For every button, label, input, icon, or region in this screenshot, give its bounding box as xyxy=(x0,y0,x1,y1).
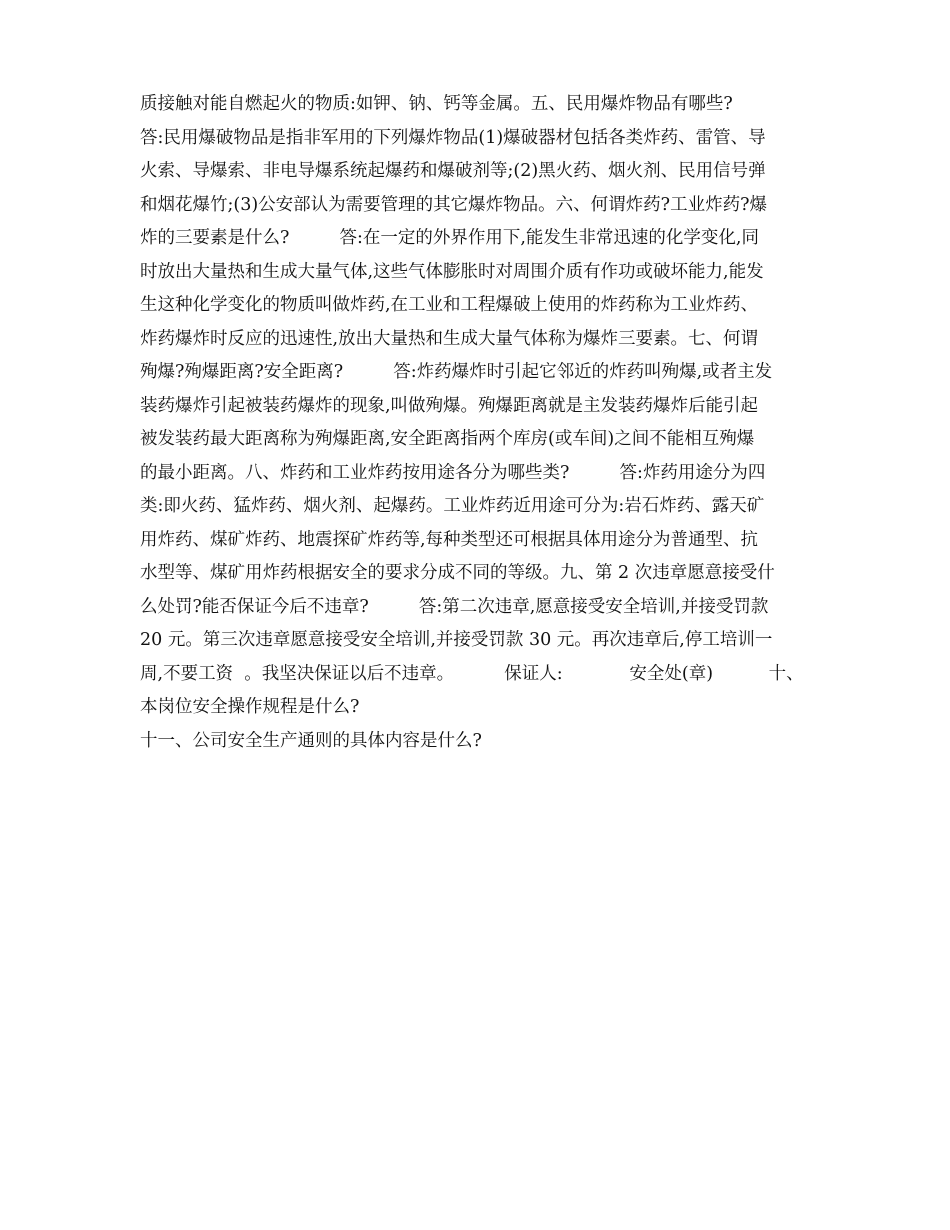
text-line: 么处罚?能否保证今后不违章? 答:第二次违章,愿意接受安全培训,并接受罚款 xyxy=(140,596,769,617)
text-line: 装药爆炸引起被装药爆炸的现象,叫做殉爆。殉爆距离就是主发装药爆炸后能引起 xyxy=(140,395,759,416)
text-line: 时放出大量热和生成大量气体,这些气体膨胀时对周围介质有作功或破坏能力,能发 xyxy=(140,261,764,282)
text-line: 用炸药、煤矿炸药、地震探矿炸药等,每种类型还可根据具体用途分为普通型、抗 xyxy=(140,529,759,550)
text-line: 质接触对能自燃起火的物质:如钾、钠、钙等金属。五、民用爆炸物品有哪些? xyxy=(140,94,733,114)
text-line: 类:即火药、猛炸药、烟火剂、起爆药。工业炸药近用途可分为:岩石炸药、露天矿 xyxy=(140,496,765,516)
text-line: 水型等、煤矿用炸药根据安全的要求分成不同的等级。九、第 2 次违章愿意接受什 xyxy=(140,563,775,583)
text-line: 本岗位安全操作规程是什么? xyxy=(140,697,360,717)
text-line: 火索、导爆索、非电导爆系统起爆药和爆破剂等;(2)黑火药、烟火剂、民用信号弹 xyxy=(140,161,766,181)
text-line: 和烟花爆竹;(3)公安部认为需要管理的其它爆炸物品。六、何谓炸药?工业炸药?爆 xyxy=(140,194,767,215)
text-line: 生这种化学变化的物质叫做炸药,在工业和工程爆破上使用的炸药称为工业炸药、 xyxy=(140,295,759,315)
text-line: 炸药爆炸时反应的迅速性,放出大量热和生成大量气体称为爆炸三要素。七、何谓 xyxy=(140,328,759,349)
text-line: 的最小距离。八、炸药和工业炸药按用途各分为哪些类? 答:炸药用途分为四 xyxy=(140,462,766,483)
text-line: 殉爆?殉爆距离?安全距离? 答:炸药爆炸时引起它邻近的炸药叫殉爆,或者主发 xyxy=(140,362,773,382)
text-line: 十一、公司安全生产通则的具体内容是什么? xyxy=(140,730,482,751)
text-line: 答:民用爆破物品是指非军用的下列爆炸物品(1)爆破器材包括各类炸药、雷管、导 xyxy=(140,127,766,148)
text-line: 20 元。第三次违章愿意接受安全培训,并接受罚款 30 元。再次违章后,停工培训一 xyxy=(140,630,773,650)
text-line: 被发装药最大距离称为殉爆距离,安全距离指两个库房(或车间)之间不能相互殉爆 xyxy=(140,429,755,449)
text-line: 周,不要工资 。我坚决保证以后不违章。 保证人: 安全处(章) 十、 xyxy=(140,663,804,684)
text-line: 炸的三要素是什么? 答:在一定的外界作用下,能发生非常迅速的化学变化,同 xyxy=(140,228,759,248)
document-body xyxy=(140,88,830,758)
